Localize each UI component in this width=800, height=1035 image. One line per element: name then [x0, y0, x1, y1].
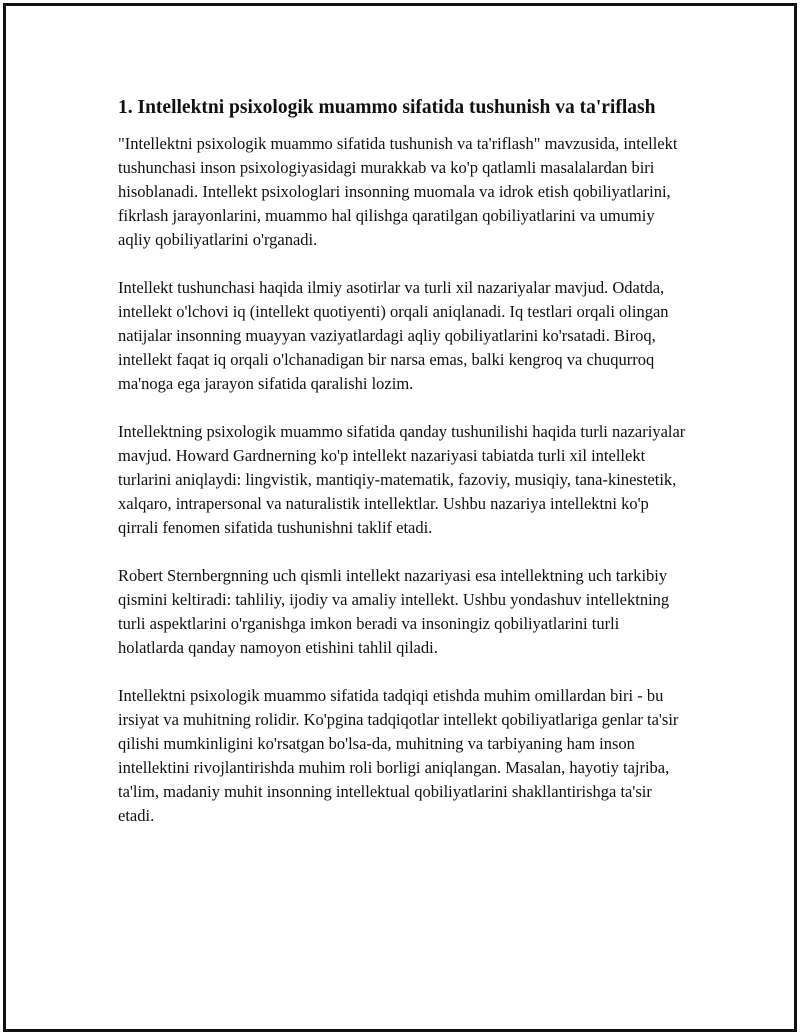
paragraph-4: Robert Sternbergnning uch qismli intellekt nazariyasi esa intellektning uch tarkibiy qismini keltiradi: tahliliy, ijodiy va amaliy intellekt. Ushbu yondashuv intellektning turli aspektlarini o'rganishga imkon beradi va insoningiz qobiliyatlarini turli holatlarda qanday namoyon etishini tahlil qiladi.: [118, 566, 670, 657]
paragraph-2: Intellekt tushunchasi haqida ilmiy asotirlar va turli xil nazariyalar mavjud. Odatda, intellekt o'lchovi iq (intellekt quotiyenti) orqali aniqlanadi. Iq testlari orqali olingan natijalar insonning muayyan vaziyatlardagi aqliy qobiliyatlarini ko'rsatadi. Biroq, intellekt faqat iq orqali o'lchanadigan bir narsa emas, balki kengroq va chuqurroq ma'noga ega jarayon sifatida qaralishi lozim.: [118, 278, 669, 393]
paragraph-1: "Intellektni psixologik muammo sifatida tushunish va ta'riflash" mavzusida, intellekt tushunchasi inson psixologiyasidagi murakkab va ko'p qatlamli masalalardan biri hisoblanadi. Intellekt psixologlari insonning muomala va idrok etish qobiliyatlarini, fikrlash jarayonlarini, muammo hal qilishga qaratilgan qobiliyatlarini va umumiy aqliy qobiliyatlarini o'rganadi.: [118, 134, 678, 249]
document-body: [118, 94, 688, 852]
document-title: 1. Intellektni psixologik muammo sifatida tushunish va ta'riflash: [118, 97, 656, 118]
paragraph-3: Intellektning psixologik muammo sifatida qanday tushunilishi haqida turli nazariyalar mavjud. Howard Gardnerning ko'p intellekt nazariyasi tabiatda turli xil intellekt turlarini aniqlaydi: lingvistik, mantiqiy-matematik, fazoviy, musiqiy, tana-kinestetik, xalqaro, intrapersonal va naturalistik intellektlar. Ushbu nazariya intellektni ko'p qirrali fenomen sifatida tushunishni taklif etadi.: [118, 422, 686, 537]
paragraph-5: Intellektni psixologik muammo sifatida tadqiqi etishda muhim omillardan biri - bu irsiyat va muhitning rolidir. Ko'pgina tadqiqotlar intellekt qobiliyatlariga genlar ta'sir qilishi mumkinligini ko'rsatgan bo'lsa-da, muhitning va tarbiyaning ham inson intellektini rivojlantirishda muhim roli borligi aniqlangan. Masalan, hayotiy tajriba, ta'lim, madaniy muhit insonning intellektual qobiliyatlarini shakllantirishga ta'sir etadi.: [118, 686, 679, 825]
